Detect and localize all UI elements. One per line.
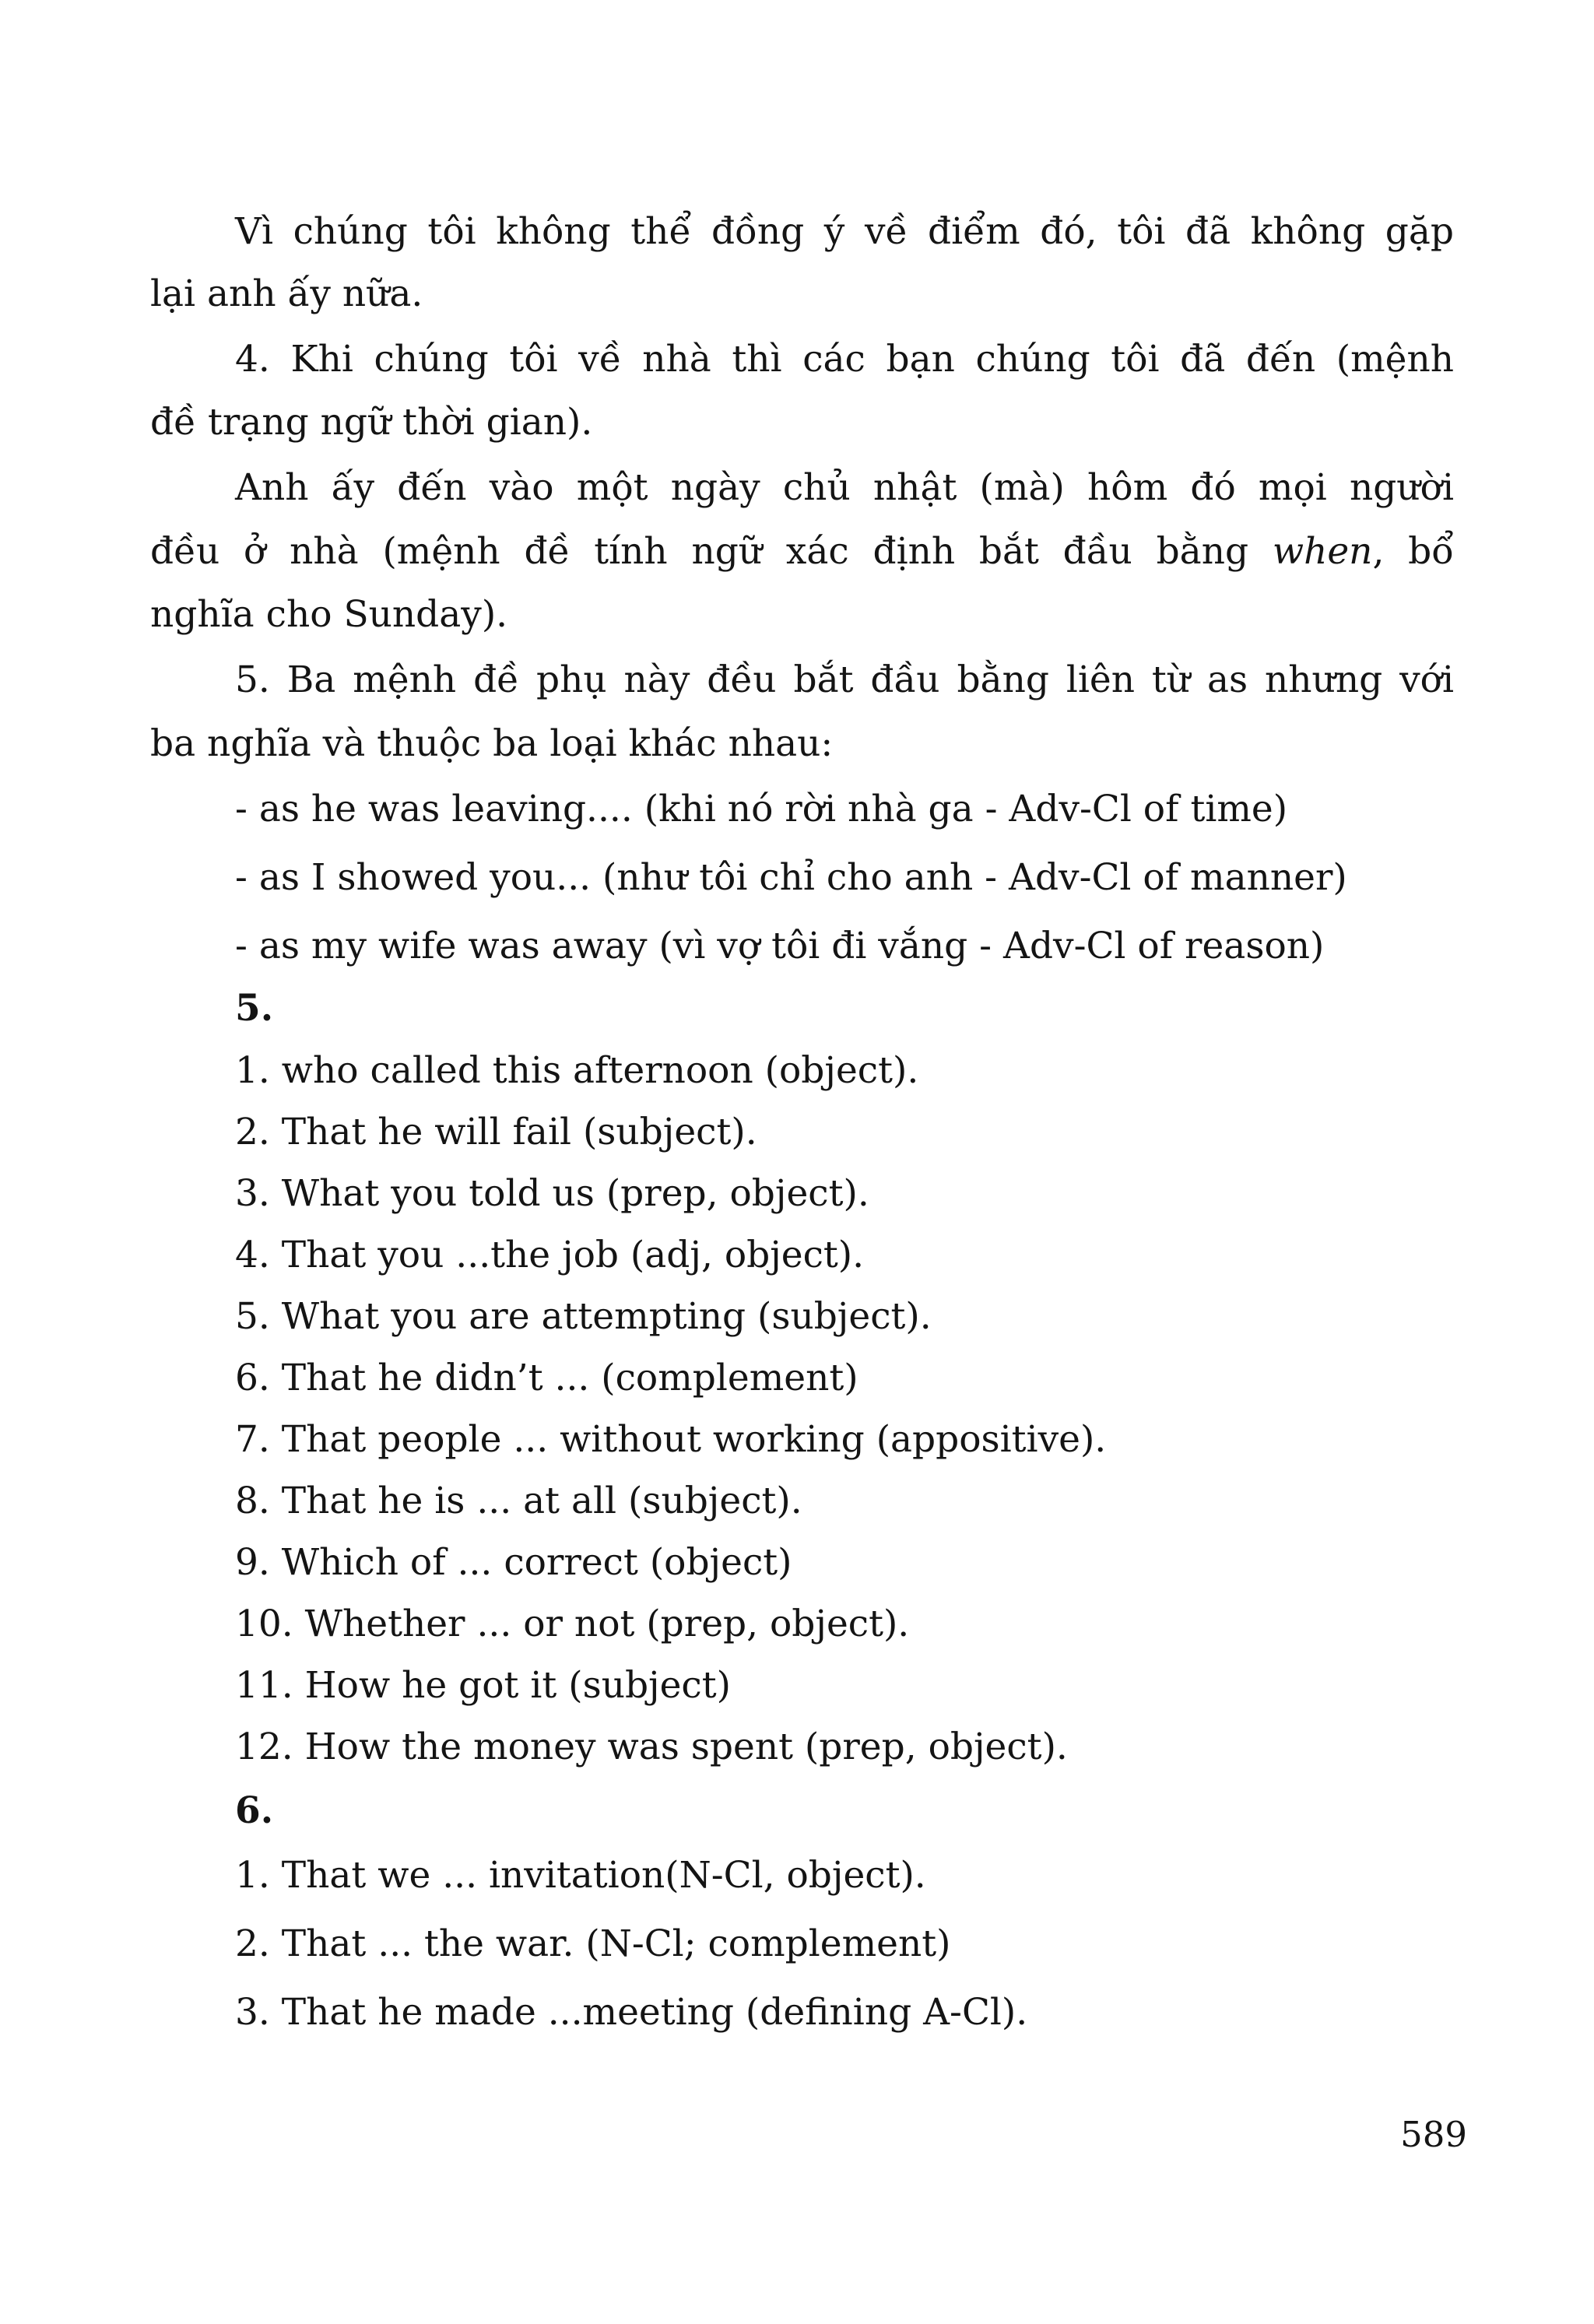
bullet-line: - as my wife was away (vì vợ tôi đi vắng - Adv-Cl of reason)	[235, 925, 1325, 967]
paragraph-line: 4. Khi chúng tôi về nhà thì các bạn chúng tôi đã đến (mệnh	[235, 338, 1454, 381]
text-run: , bổ	[1372, 530, 1454, 573]
bullet-line: - as I showed you... (như tôi chỉ cho anh - Adv-Cl of manner)	[235, 856, 1347, 899]
list-item: 12. How the money was spent (prep, object).	[235, 1725, 1068, 1768]
list-item: 4. That you ...the job (adj, object).	[235, 1234, 865, 1276]
paragraph-line	[150, 530, 1454, 574]
list-item: 7. That people ... without working (appositive).	[235, 1418, 1107, 1461]
list-item: 1. That we ... invitation(N-Cl, object).	[235, 1854, 926, 1897]
paragraph-line: nghĩa cho Sunday).	[150, 593, 508, 636]
paragraph-line: 5. Ba mệnh đề phụ này đều bắt đầu bằng liên từ as nhưng với	[235, 658, 1454, 701]
paragraph-line: đề trạng ngữ thời gian).	[150, 401, 593, 444]
list-item: 8. That he is ... at all (subject).	[235, 1480, 802, 1522]
list-item: 2. That he will fail (subject).	[235, 1111, 757, 1153]
list-item: 10. Whether ... or not (prep, object).	[235, 1603, 910, 1645]
paragraph-line: Anh ấy đến vào một ngày chủ nhật (mà) hôm đó mọi người	[235, 466, 1454, 509]
section-heading: 6.	[235, 1789, 274, 1832]
list-item: 3. That he made ...meeting (defining A-Cl).	[235, 1991, 1028, 2034]
bullet-line: - as he was leaving.... (khi nó rời nhà ga - Adv-Cl of time)	[235, 788, 1288, 830]
list-item: 6. That he didn’t ... (complement)	[235, 1357, 858, 1399]
paragraph-line: lại anh ấy nữa.	[150, 272, 423, 315]
italic-word: when	[1272, 530, 1373, 573]
list-item: 11. How he got it (subject)	[235, 1664, 731, 1707]
list-item: 2. That ... the war. (N-Cl; complement)	[235, 1922, 951, 1965]
section-heading: 5.	[235, 987, 274, 1030]
list-item: 1. who called this afternoon (object).	[235, 1049, 919, 1092]
list-item: 9. Which of ... correct (object)	[235, 1541, 792, 1584]
list-item: 3. What you told us (prep, object).	[235, 1172, 869, 1215]
text-run: đều ở nhà (mệnh đề tính ngữ xác định bắt đầu bằng	[150, 530, 1273, 573]
page-number: 589	[1400, 2114, 1467, 2155]
paragraph-line: ba nghĩa và thuộc ba loại khác nhau:	[150, 722, 834, 765]
list-item: 5. What you are attempting (subject).	[235, 1295, 932, 1338]
paragraph-line: Vì chúng tôi không thể đồng ý về điểm đó, tôi đã không gặp	[235, 210, 1454, 253]
